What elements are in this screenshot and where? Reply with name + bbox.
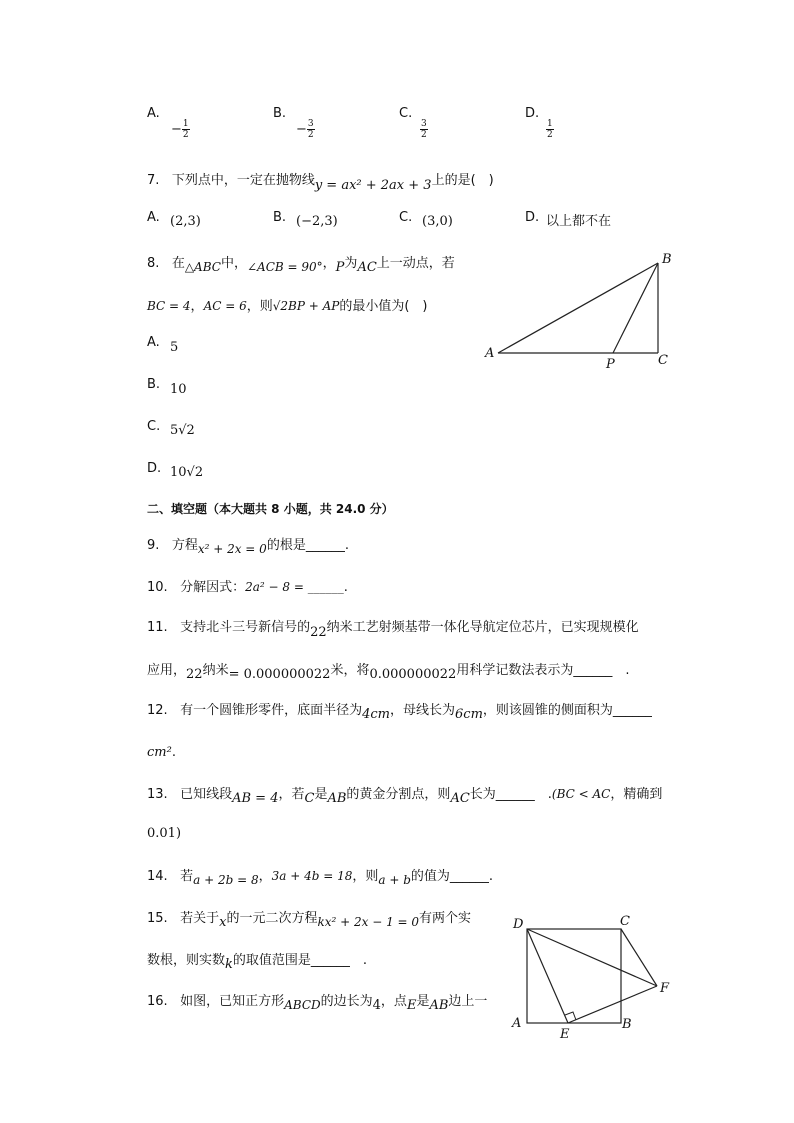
q8-expression: √2BP + AP [272,299,340,313]
q7-number: 7. [147,173,160,188]
q13-c: C [304,791,315,806]
q16-ab: AB [429,998,449,1013]
label-a: A [485,346,495,361]
q11-text: 纳米 [202,663,229,678]
question-12 [147,699,652,722]
q15-x: x [219,915,227,930]
question-13-line2: 0.01) [147,826,182,841]
q12-text: ，母线长为 [390,703,456,718]
q6-d-value: $\frac{1}{2}$ [547,119,553,140]
segment-ab [498,263,658,353]
segment-ef [568,986,657,1023]
q8-c-text: 5√2 [170,423,195,438]
q10-number: 10. [147,580,168,595]
segment-bp [613,263,658,353]
segment-df [527,929,657,986]
q8-a-text: 5 [170,340,179,355]
q16-square-figure [505,910,685,1045]
q11-text: 纳米工艺射频基带一体化导航定位芯片，已实现规模化 [326,620,639,635]
q11-value: 0.000000022 [369,667,457,682]
q9-formula: x² + 2x = 0 [197,542,267,556]
q15-k: k [225,957,233,972]
q6-a-value: − $\frac{1}{2}$ [171,119,189,140]
question-10 [147,576,348,595]
label-b: B [622,1017,632,1032]
q16-square: ABCD [284,998,321,1012]
q14-text: 若 [180,869,194,884]
q8-angle: ∠ACB = 90° [246,260,323,274]
square-abcd [527,929,621,1023]
q14-equation-2: 3a + 4b = 18 [271,869,353,883]
section-2-heading: 二、填空题（本大题共 8 小题，共 24.0 分） [147,502,394,516]
q7-d-text: 以上都不在 [546,214,612,229]
question-13-line1 [147,783,663,806]
q11-equation: = 0.000000022 [228,667,331,682]
q11-text: 米，将 [330,663,370,678]
q14-text: 的值为______. [410,869,494,884]
q11-text: 用科学记数法表示为______ . [456,663,630,678]
q7-d-label: D. [525,210,540,225]
q13-text: 是 [314,787,328,802]
q13-text: ，精确到 [610,787,663,802]
question-14 [147,865,494,887]
q6-c-value: $\frac{3}{2}$ [421,119,427,140]
q7-a-text: (2,3) [170,214,201,229]
q16-text: ，点 [380,994,407,1009]
q8-d-label: D. [147,461,162,476]
q16-number: 16. [147,994,168,1009]
q9-text: 方程 [171,538,198,553]
q16-e: E [406,998,417,1013]
q10-text: 分解因式： [180,580,246,595]
q13-ab: AB [327,791,347,806]
q7-b-label: B. [273,210,287,225]
q15-text: 有两个实 [419,911,472,926]
q15-text: 数根，则实数 [147,953,226,968]
label-f: F [660,981,670,996]
q16-text: 的边长为 [320,994,373,1009]
label-e: E [560,1027,570,1042]
label-c: C [620,914,630,929]
q12-slant: 6cm [455,707,483,722]
q8-text: ， [322,256,336,271]
q11-number-22: 22 [186,667,203,682]
q6-a-label: A. [147,106,160,121]
q8-a-label: A. [147,335,160,350]
segment-cf [621,929,657,986]
question-8-line1 [147,252,455,275]
q10-text: . [343,580,348,595]
q8-segment-ac: AC [357,260,377,275]
question-9 [147,534,349,556]
q7-b-text: (−2,3) [296,214,338,229]
q6-b-label: B. [273,106,287,121]
q12-radius: 4cm [362,707,390,722]
question-16 [147,990,488,1013]
q11-number-22: 22 [310,625,327,640]
q14-text: ，则 [352,869,379,884]
q15-formula: kx² + 2x − 1 = 0 [317,915,420,929]
q11-number: 11. [147,620,168,635]
q14-text: ， [258,869,272,884]
q7-a-label: A. [147,210,160,225]
q8-c-label: C. [147,419,161,434]
q8-text: 的最小值为( ) [339,299,428,314]
q8-b-label: B. [147,377,161,392]
q11-text: 支持北斗三号新信号的 [180,620,311,635]
q15-text: 若关于 [180,911,220,926]
label-a: A [512,1016,522,1031]
q13-text: 已知线段 [180,787,233,802]
q10-formula: 2a² − 8 = ______ [245,580,344,594]
q15-text: 的取值范围是______ . [232,953,368,968]
q16-text: 如图，已知正方形 [180,994,285,1009]
question-11-line1 [147,616,639,640]
q7-c-label: C. [399,210,413,225]
q8-b-text: 10 [170,382,187,397]
q8-bc: BC = 4 [147,299,191,313]
q12-text: ，则该圆锥的侧面积为______ [482,703,652,718]
q7-c-text: (3,0) [422,214,453,229]
label-b: B [662,252,672,267]
q8-point-p: P [335,260,345,275]
q8-text: ， [190,299,204,314]
q6-c-label: C. [399,106,413,121]
q15-text: 的一元二次方程 [226,911,318,926]
q14-equation-1: a + 2b = 8 [193,873,259,887]
q12-unit: cm² [147,745,172,760]
q16-length: 4 [372,998,381,1013]
q11-text: 应用， [147,663,187,678]
q8-text: 在 [171,256,185,271]
q12-text: . [171,745,176,760]
q8-number: 8. [147,256,160,271]
q8-text: ，则 [246,299,273,314]
question-8-line2 [147,295,428,314]
question-15-line1 [147,907,472,930]
q8-ac: AC = 6 [203,299,247,313]
q13-text: 长为______ . [469,787,552,802]
label-c: C [658,353,668,368]
q16-text: 边上一 [448,994,488,1009]
q8-text: 上一动点，若 [376,256,455,271]
q9-text: 的根是______. [266,538,349,553]
q15-number: 15. [147,911,168,926]
question-15-line2 [147,949,368,972]
q13-condition: (BC < AC [551,787,611,801]
q7-formula: y = ax² + 2ax + 3 [314,178,432,193]
label-d: D [513,917,524,932]
q6-d-label: D. [525,106,540,121]
q14-number: 14. [147,869,168,884]
q12-number: 12. [147,703,168,718]
q13-ac: AC [450,791,470,806]
q13-number: 13. [147,787,168,802]
q14-expression: a + b [378,873,411,887]
q9-number: 9. [147,538,160,553]
q6-b-value: − $\frac{3}{2}$ [296,119,314,140]
q13-ab: AB = 4 [232,791,279,806]
q8-text: 中， [220,256,247,271]
q13-text: 的黄金分割点，则 [346,787,451,802]
label-p: P [606,357,615,372]
q13-text: ，若 [278,787,305,802]
question-11-line2 [147,659,630,682]
q8-d-text: 10√2 [170,465,204,480]
question-12-unit [147,745,176,760]
segment-de [527,929,568,1023]
q8-triangle: △ABC [184,260,221,274]
q7-text-post: 上的是( ) [431,173,494,188]
q8-text: 为 [344,256,358,271]
q7-text-pre: 下列点中，一定在抛物线 [171,173,315,188]
q12-text: 有一个圆锥形零件，底面半径为 [180,703,363,718]
q8-triangle-figure [480,245,680,375]
q16-text: 是 [416,994,430,1009]
question-7 [147,169,494,193]
